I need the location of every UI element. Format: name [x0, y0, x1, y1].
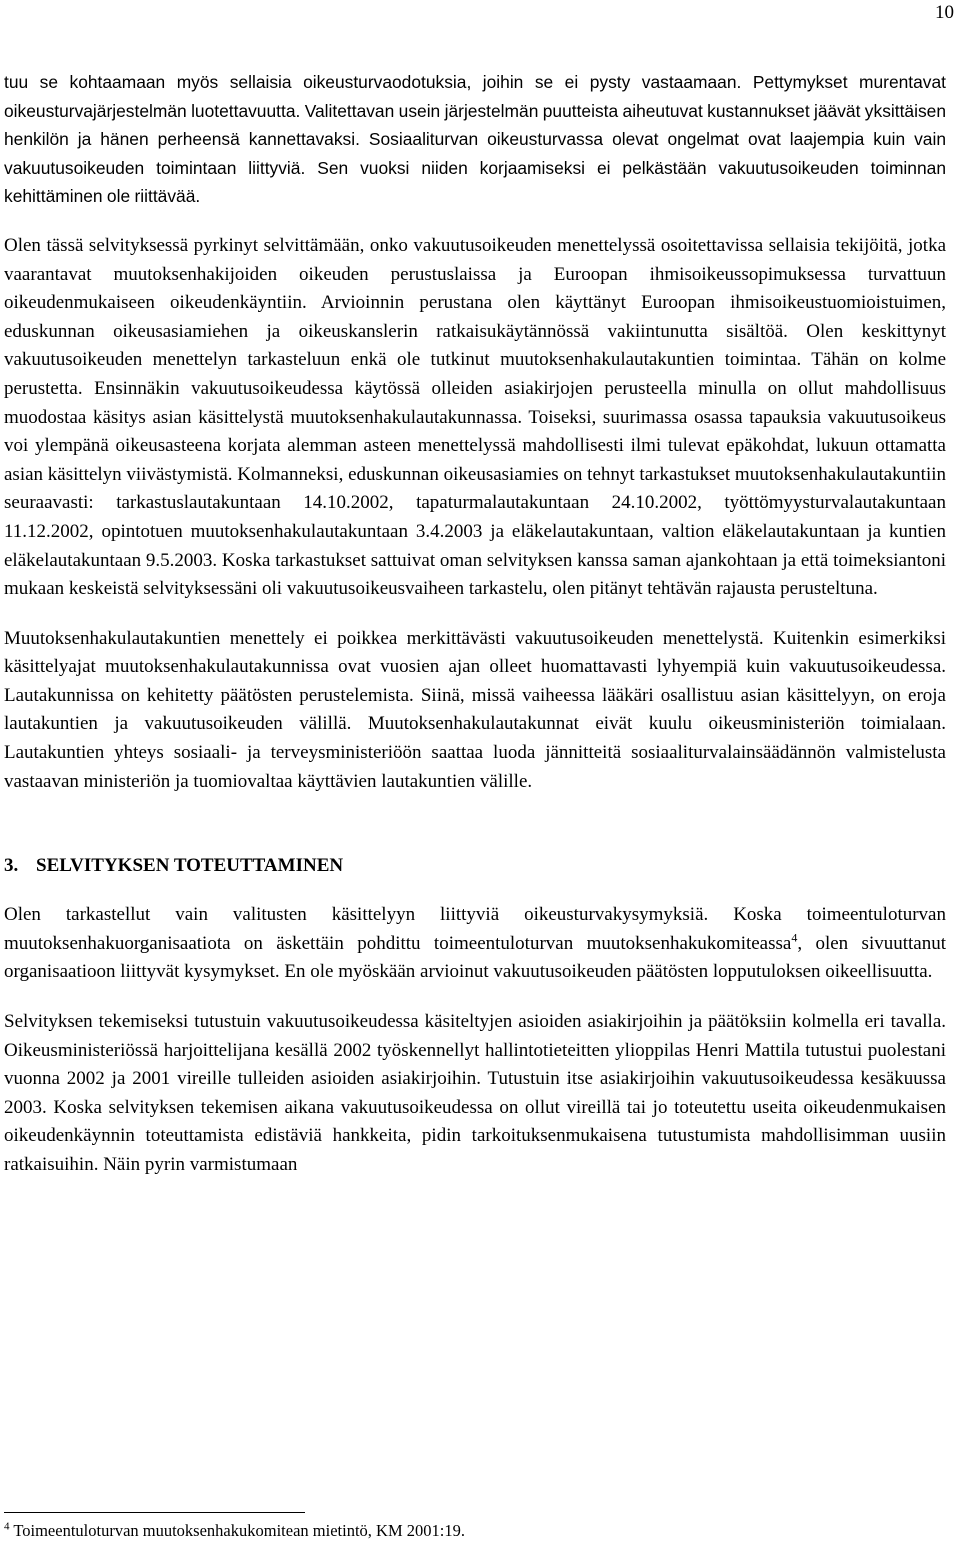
section-number: 3. [4, 855, 19, 877]
limitations-text-start: Olen tarkastellut vain valitusten käsittelyyn liittyviä oikeusturvakysymyksiä. Koska toimeentuloturvan muutoksenhakuorganisaatiota on äskettäin pohdittu toimeentuloturvan muutoksenhakukomiteassa [4, 904, 946, 954]
paragraph-method: Selvityksen tekemiseksi tutustuin vakuutusoikeudessa käsiteltyjen asioiden asiakirjoihin ja päätöksiin kolmella eri tavalla. Oikeusministeriössä harjoittelijana kesällä 2002 työskennellyt hallintotieteitten ylioppilas Henri Mattila tutustui puolestani vuonna 2002 ja 2001 vireille tulleiden asioiden asiakirjoihin. Tutustuin itse asiakirjoihin vakuutusoikeudessa kesäkuussa 2003. Koska selvityksen tekemisen aikana vakuutusoikeudessa on ollut vireillä tai jo toteutettu useita oikeudenmukaisen oikeudenkäynnin toteuttamista edistäviä hankkeita, pidin tarkoituksenmukaisena tutustumista mahdollisimman uusiin ratkaisuihin. Näin pyrin varmistumaan [4, 1011, 946, 1175]
footnote-divider [4, 1512, 305, 1513]
paragraph-scope: Olen tässä selvityksessä pyrkinyt selvittämään, onko vakuutusoikeuden menettelyssä osoitettavissa sellaisia tekijöitä, jotka vaarantavat muutoksenhakijoiden oikeuden perustuslaissa ja Euroopan ihmisoikeussopimuksessa turvattuun oikeudenmukaiseen oikeudenkäyntiin. Arvioinnin perustana olen käyttänyt Euroopan ihmisoikeustuomioistuimen, eduskunnan oikeusasiamiehen ja oikeuskanslerin ratkaisukäytännössä vakiintunutta sisältöä. Olen keskittynyt vakuutusoikeuden menettelyn tarkasteluun enkä ole tutkinut muutoksenhakulautakuntien toimintaa. Tähän on kolme perustetta. Ensinnäkin vakuutusoikeudessa käytössä olleiden asiakirjojen perusteella minulla on ollut mahdollisuus muodostaa käsitys asian käsittelystä muutoksenhakulautakunnassa. Toiseksi, suurimassa osassa tapauksia vakuutusoikeus voi ylempänä oikeusasteena korjata alemman asteen menettelyssä mahdollisesti ilmi tulevat epäkohdat, lukuun ottamatta asian käsittelyn viivästymistä. Kolmanneksi, eduskunnan oikeusasiamies on tehnyt tarkastukset muutoksenhakulautakuntiin seuraavasti: tarkastuslautakuntaan 14.10.2002, tapaturmalautakuntaan 24.10.2002, työttömyysturvalautakuntaan 11.12.2002, opintotuen muutoksenhakulautakuntaan 3.4.2003 ja eläkelautakuntaan, valtion eläkelautakuntaan ja kuntien eläkelautakuntaan 9.5.2003. Koska tarkastukset sattuivat oman selvityksen kanssa saman ajankohtaan ja että toimeksiantoni mukaan keskeistä selvityksessäni oli vakuutusoikeusvaiheen tarkastelu, olen pitänyt tehtävän rajausta perusteltuna. [4, 234, 946, 600]
footnote [4, 1521, 465, 1541]
footnote-reference[interactable]: 4 [791, 930, 798, 945]
footnote-number: 4 [4, 1520, 10, 1533]
paragraph-limitations [4, 901, 946, 987]
limitations-text-end: , olen sivuuttanut organisaatioon liittyvät kysymykset. En ole myöskään arvioinut vakuutusoikeuden päätösten lopputuloksen oikeellisuutta. [4, 932, 947, 983]
section-heading [4, 852, 946, 880]
page-number: 10 [935, 2, 954, 23]
paragraph-appeal-boards: Muutoksenhakulautakuntien menettely ei poikkea merkittävästi vakuutusoikeuden menettelystä. Kuitenkin esimerkiksi käsittelyajat muutoksenhakulautakunnissa ovat vuosien ajan olleet huomattavasti lyhyempiä kuin vakuutusoikeudessa. Lautakunnissa on kehitetty päätösten perustelemista. Siinä, missä vaiheessa lääkäri osallistuu asian käsittelyyn, on eroja lautakuntien ja vakuutusoikeuden välillä. Muutoksenhakulautakunnat eivät kuulu oikeusministeriön toimialaan. Lautakuntien yhteys sosiaali- ja terveysministeriöön saattaa luoda jännitteitä sosiaaliturvalainsäädännön valmistelusta vastaavan ministeriön ja tuomiovaltaa käyttävien lautakuntien välille. [4, 627, 946, 792]
section-title: SELVITYKSEN TOTEUTTAMINEN [36, 855, 344, 877]
paragraph-intro: tuu se kohtaamaan myös sellaisia oikeusturvaodotuksia, joihin se ei pysty vastaamaan. Pettymykset murentavat oikeusturvajärjestelmän luotettavuutta. Valitettavan usein järjestelmän puutteista aiheutuvat kustannukset jäävät yksittäisen henkilön ja hänen perheensä kannettavaksi. Sosiaaliturvan oikeusturvassa olevat ongelmat ovat laajempia kuin vain vakuutusoikeuden toimintaan liittyviä. Sen vuoksi niiden korjaamiseksi ei pelkästään vakuutusoikeuden toiminnan kehittäminen ole riittävää. [4, 72, 946, 207]
footnote-text: Toimeentuloturvan muutoksenhakukomitean mietintö, KM 2001:19. [13, 1521, 465, 1540]
page-content [4, 68, 946, 1180]
